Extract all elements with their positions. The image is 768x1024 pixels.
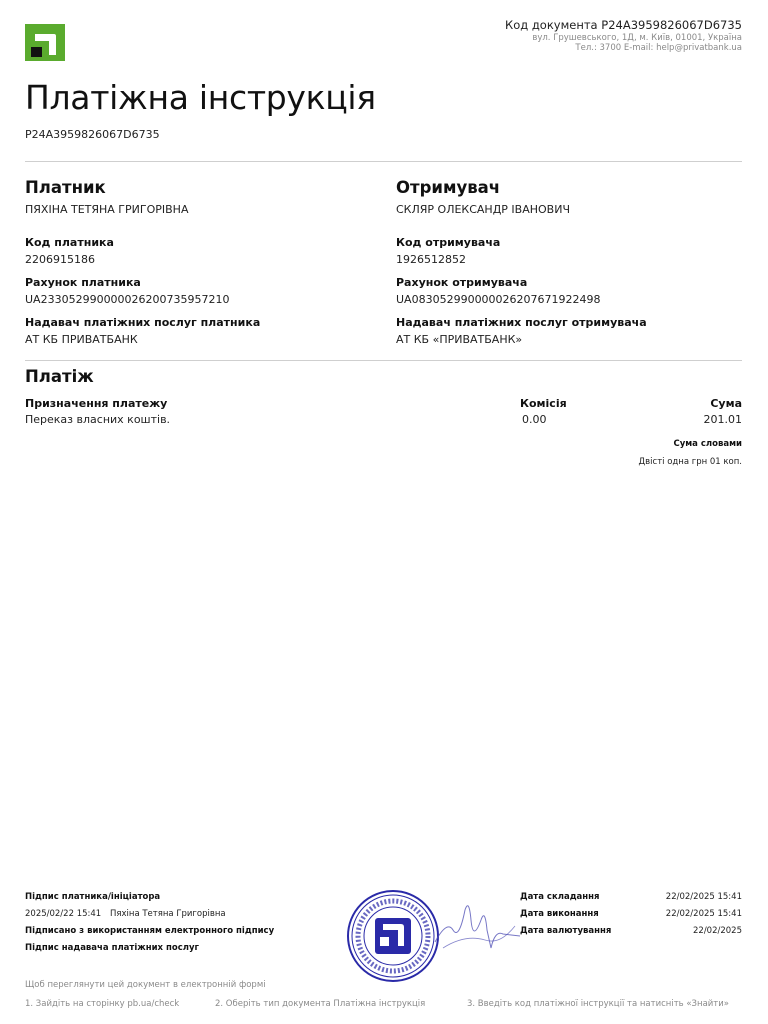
footer-intro: Щоб переглянути цей документ в електронній формі: [25, 980, 266, 990]
recipient-name: СКЛЯР ОЛЕКСАНДР ІВАНОВИЧ: [396, 203, 570, 216]
signer-name: Пяхіна Тетяна Григорівна: [110, 909, 226, 919]
created-date: 22/02/2025 15:41: [665, 892, 742, 902]
value-date-label: Дата валютування: [520, 926, 612, 936]
recipient-heading: Отримувач: [396, 178, 501, 197]
handwritten-signature-icon: [425, 890, 525, 960]
footer-step-3: 3. Введіть код платіжної інструкції та натисніть «Знайти»: [467, 999, 729, 1009]
payer-code-label: Код платника: [25, 236, 114, 249]
recipient-provider: АТ КБ «ПРИВАТБАНК»: [396, 333, 523, 346]
executed-date: 22/02/2025 15:41: [665, 909, 742, 919]
payer-heading: Платник: [25, 178, 106, 197]
amount-words-value: Двісті одна грн 01 коп.: [638, 457, 742, 467]
bank-address: [532, 33, 742, 53]
payer-provider: АТ КБ ПРИВАТБАНК: [25, 333, 138, 346]
amount-words-label: Сума словами: [673, 439, 742, 449]
signed-at: 2025/02/22 15:41: [25, 909, 102, 919]
document-id: P24A3959826067D6735: [25, 128, 160, 141]
payer-name: ПЯХІНА ТЕТЯНА ГРИГОРІВНА: [25, 203, 189, 216]
provider-sign-label: Підпис надавача платіжних послуг: [25, 943, 199, 953]
recipient-provider-label: Надавач платіжних послуг отримувача: [396, 316, 647, 329]
divider: [25, 360, 742, 361]
address-line: вул. Грушевського, 1Д, м. Київ, 01001, Україна: [532, 33, 742, 43]
payer-code: 2206915186: [25, 253, 95, 266]
executed-date-label: Дата виконання: [520, 909, 599, 919]
commission-value: 0.00: [522, 413, 547, 426]
initiator-sign-label: Підпис платника/ініціатора: [25, 892, 161, 902]
created-date-label: Дата складання: [520, 892, 600, 902]
purpose-label: Призначення платежу: [25, 397, 168, 410]
recipient-account-label: Рахунок отримувача: [396, 276, 528, 289]
footer-step-2: 2. Оберіть тип документа Платіжна інструкція: [215, 999, 426, 1009]
esign-label: Підписано з використанням електронного підпису: [25, 926, 275, 936]
purpose-value: Переказ власних коштів.: [25, 413, 171, 426]
payer-provider-label: Надавач платіжних послуг платника: [25, 316, 261, 329]
amount-label: Сума: [710, 397, 742, 410]
payment-heading: Платіж: [25, 367, 94, 386]
payer-account: UA233052990000026200735957210: [25, 293, 230, 306]
page-title: Платіжна інструкція: [25, 78, 376, 117]
recipient-code-label: Код отримувача: [396, 236, 501, 249]
footer-step-1: 1. Зайдіть на сторінку pb.ua/check: [25, 999, 180, 1009]
recipient-code: 1926512852: [396, 253, 466, 266]
commission-label: Комісія: [520, 397, 567, 410]
privatbank-logo-icon: [25, 24, 65, 61]
recipient-account: UA083052990000026207671922498: [396, 293, 601, 306]
contacts-line: Тел.: 3700 E-mail: help@privatbank.ua: [575, 43, 742, 53]
amount-value: 201.01: [703, 413, 742, 426]
value-date: 22/02/2025: [693, 926, 742, 936]
divider: [25, 161, 742, 162]
payer-account-label: Рахунок платника: [25, 276, 141, 289]
document-code: Код документа P24A3959826067D6735: [505, 18, 742, 32]
